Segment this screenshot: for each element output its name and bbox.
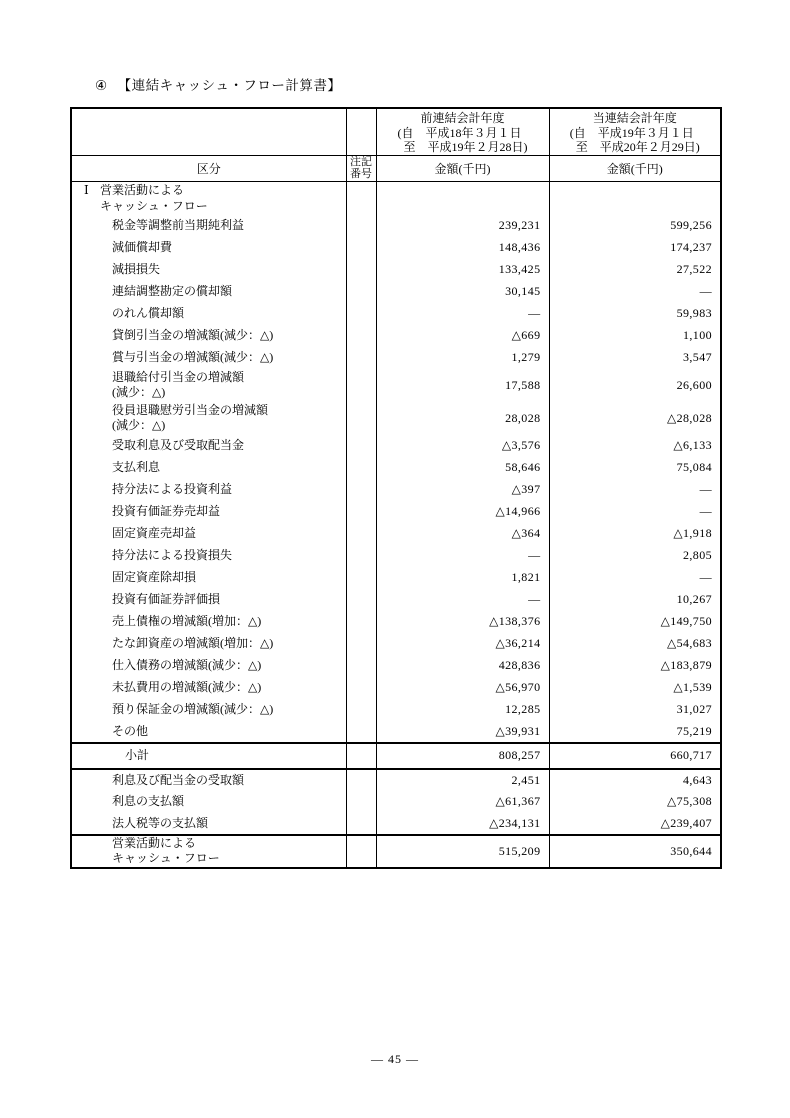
row-label [72,548,346,563]
row-prev-amount: 2,451 [376,769,549,791]
table-row [71,501,721,523]
row-label-line1: 営業活動による [112,836,197,851]
row-curr-amount: △1,918 [549,523,721,545]
row-curr-amount: 10,267 [549,589,721,611]
row-curr-amount: △54,683 [549,633,721,655]
row-label-line1: 預り保証金の増減額(減少：△) [112,702,274,717]
section-title-text: 【連結キャッシュ・フロー計算書】 [117,78,342,93]
row-label-line1: 役員退職慰労引当金の増減額 [112,403,269,418]
row-curr-amount: ― [549,479,721,501]
table-row [71,369,721,402]
row-prev-amount: 428,836 [376,655,549,677]
row-prev-amount: △56,970 [376,677,549,699]
prev-period-name: 前連結会計年度 [420,111,505,126]
row-label [72,183,346,214]
row-curr-amount: △183,879 [549,655,721,677]
row-label-cell [71,545,346,567]
prev-period-header [376,108,549,155]
row-curr-amount: 59,983 [549,303,721,325]
table-row [71,791,721,813]
row-curr-amount: 1,100 [549,325,721,347]
row-note-cell [346,259,376,281]
row-curr-amount: 26,600 [549,369,721,402]
table-row [71,699,721,721]
row-prev-amount: △36,214 [376,633,549,655]
row-label [72,570,346,585]
row-prev-amount [376,182,549,215]
row-label [72,724,346,739]
row-curr-amount: ― [549,501,721,523]
row-label [72,438,346,453]
page-title [95,74,341,94]
row-label-cell [71,501,346,523]
row-prev-amount: 239,231 [376,215,549,237]
row-label-line1: のれん償却額 [112,306,185,321]
row-note-cell [346,325,376,347]
note-header-line1: 注記 [350,155,372,168]
row-label-line1: 減価償却費 [112,240,173,255]
row-label-line1: 投資有価証券評価損 [112,592,221,607]
row-prev-amount: ― [376,589,549,611]
row-label-cell [71,611,346,633]
row-label-cell [71,567,346,589]
row-label-cell [71,589,346,611]
row-label [72,262,346,277]
table-row [71,567,721,589]
period-header-row [71,108,721,155]
row-label-cell [71,479,346,501]
cashflow-table [70,107,722,869]
row-label [72,240,346,255]
table-row [71,215,721,237]
row-label-line2: (減少：△) [112,418,166,433]
row-label [72,306,346,321]
row-prev-amount: △3,576 [376,435,549,457]
row-label-cell [71,677,346,699]
row-prev-amount: 1,279 [376,347,549,369]
row-label-line1: 投資有価証券売却益 [112,504,221,519]
row-note-cell [346,369,376,402]
row-label-line1: 減損損失 [112,262,161,277]
row-label-line1: 連結調整勘定の償却額 [112,284,233,299]
row-curr-amount: 3,547 [549,347,721,369]
row-prev-amount: △669 [376,325,549,347]
row-curr-amount: 75,084 [549,457,721,479]
row-label [72,328,346,343]
row-label-cell [71,182,346,215]
table-row [71,402,721,435]
row-note-cell [346,611,376,633]
row-label-line1: 持分法による投資損失 [112,548,233,563]
table-row [71,523,721,545]
row-label-line1: 賞与引当金の増減額(減少：△) [112,350,274,365]
row-section-num: Ⅰ [84,183,89,198]
section-number: ④ [95,78,108,93]
row-note-cell [346,835,376,868]
row-curr-amount: △28,028 [549,402,721,435]
row-label [72,702,346,717]
row-label-line1: その他 [112,723,149,738]
row-label-cell [71,655,346,677]
curr-period-header [549,108,721,155]
row-label [72,284,346,299]
row-label-cell [71,791,346,813]
row-prev-amount: 58,646 [376,457,549,479]
row-label-line1: 未払費用の増減額(減少：△) [112,680,262,695]
row-curr-amount: 2,805 [549,545,721,567]
row-prev-amount: 148,436 [376,237,549,259]
row-prev-amount: △14,966 [376,501,549,523]
row-prev-amount: ― [376,303,549,325]
table-row [71,589,721,611]
row-note-cell [346,699,376,721]
row-prev-amount: 515,209 [376,835,549,868]
row-prev-amount: ― [376,545,549,567]
row-prev-amount: △234,131 [376,813,549,835]
table-row [71,743,721,769]
row-label [72,614,346,629]
row-label-line1: 利息及び配当金の受取額 [112,772,245,787]
row-label [72,636,346,651]
row-prev-amount: △397 [376,479,549,501]
row-label-line1: 仕入債務の増減額(減少：△) [112,658,262,673]
row-label-line1: たな卸資産の増減額(増加：△) [112,636,274,651]
row-note-cell [346,347,376,369]
row-label-cell [71,237,346,259]
note-number-header [346,155,376,182]
row-curr-amount: 599,256 [549,215,721,237]
row-note-cell [346,457,376,479]
row-note-cell [346,281,376,303]
row-prev-amount: 30,145 [376,281,549,303]
table-row [71,347,721,369]
table-row [71,769,721,791]
row-curr-amount: △149,750 [549,611,721,633]
row-prev-amount: △61,367 [376,791,549,813]
row-label-line1: 支払利息 [112,460,161,475]
curr-amount-unit-header: 金額(千円) [549,155,721,182]
row-prev-amount: 28,028 [376,402,549,435]
row-prev-amount: △39,931 [376,721,549,743]
row-note-cell [346,479,376,501]
row-curr-amount [549,182,721,215]
row-label-cell [71,835,346,868]
row-label-cell [71,523,346,545]
row-label-line1: 退職給付引当金の増減額 [112,370,245,385]
table-row [71,182,721,215]
table-row [71,259,721,281]
column-header-row [71,155,721,182]
row-prev-amount: 808,257 [376,743,549,769]
row-label-line1: 小計 [125,748,150,763]
row-prev-amount: △138,376 [376,611,549,633]
row-note-cell [346,402,376,435]
table-row [71,721,721,743]
table-row [71,479,721,501]
row-note-cell [346,791,376,813]
row-label-line1: 持分法による投資利益 [112,482,233,497]
row-label [72,504,346,519]
row-curr-amount: 27,522 [549,259,721,281]
row-label-cell [71,435,346,457]
row-label-line1: 売上債権の増減額(増加：△) [112,614,262,629]
row-curr-amount: △75,308 [549,791,721,813]
row-label-line1: 固定資産売却益 [112,526,197,541]
row-label [72,836,346,867]
table-row [71,835,721,868]
table-row [71,813,721,835]
prev-period-to: 至 平成19年２月28日) [403,139,528,154]
row-prev-amount: 1,821 [376,567,549,589]
row-note-cell [346,655,376,677]
row-curr-amount: 75,219 [549,721,721,743]
cashflow-table-body [71,182,721,868]
row-prev-amount: 12,285 [376,699,549,721]
row-label-cell [71,769,346,791]
row-note-cell [346,435,376,457]
row-label-cell [71,721,346,743]
row-note-cell [346,589,376,611]
row-prev-amount: 133,425 [376,259,549,281]
row-label [72,482,346,497]
row-label-cell [71,281,346,303]
row-label-cell [71,369,346,402]
row-label [72,403,346,434]
row-label-cell [71,699,346,721]
row-label [72,794,346,809]
row-curr-amount: △6,133 [549,435,721,457]
row-curr-amount: △239,407 [549,813,721,835]
row-label-line1: 固定資産除却損 [112,570,197,585]
prev-period-from: (自 平成18年３月１日 [397,125,522,140]
row-label-cell [71,402,346,435]
row-curr-amount: 350,644 [549,835,721,868]
row-note-cell [346,633,376,655]
row-label-cell [71,743,346,769]
row-label [72,370,346,401]
row-label [72,460,346,475]
row-label [72,526,346,541]
table-row [71,633,721,655]
row-note-cell [346,501,376,523]
row-label [72,658,346,673]
row-curr-amount: ― [549,567,721,589]
kubun-header: 区分 [71,155,346,182]
row-label [72,350,346,365]
row-label [72,816,346,831]
row-note-cell [346,303,376,325]
row-label-line1: 利息の支払額 [112,794,185,809]
row-label-line1: 営業活動による [100,183,185,198]
table-row [71,435,721,457]
table-row [71,325,721,347]
row-label-line2: キャッシュ・フロー [112,851,220,866]
row-note-cell [346,237,376,259]
row-note-cell [346,215,376,237]
row-note-cell [346,523,376,545]
row-label-cell [71,347,346,369]
row-label-line2: (減少：△) [112,385,166,400]
row-label-cell [71,633,346,655]
row-label [72,218,346,233]
table-row [71,281,721,303]
table-row [71,677,721,699]
prev-amount-unit-header: 金額(千円) [376,155,549,182]
row-label-line1: 受取利息及び受取配当金 [112,438,245,453]
row-label [72,773,346,788]
row-curr-amount: ― [549,281,721,303]
table-row [71,611,721,633]
table-row [71,545,721,567]
row-label-line1: 税金等調整前当期純利益 [112,218,245,233]
row-prev-amount: △364 [376,523,549,545]
row-curr-amount: △1,539 [549,677,721,699]
row-prev-amount: 17,588 [376,369,549,402]
row-label [72,748,346,763]
row-note-cell [346,769,376,791]
table-row [71,655,721,677]
row-note-cell [346,567,376,589]
row-label-cell [71,303,346,325]
table-row [71,457,721,479]
row-curr-amount: 660,717 [549,743,721,769]
row-curr-amount: 174,237 [549,237,721,259]
table-row [71,237,721,259]
empty-header-cell-note [346,108,376,155]
empty-header-cell-kubun [71,108,346,155]
row-note-cell [346,743,376,769]
row-note-cell [346,182,376,215]
row-note-cell [346,677,376,699]
row-label [72,592,346,607]
row-label-cell [71,215,346,237]
row-label-line1: 法人税等の支払額 [112,815,209,830]
row-label-cell [71,813,346,835]
row-label-line2: キャッシュ・フロー [100,198,208,213]
row-label-cell [71,457,346,479]
row-label [72,680,346,695]
row-note-cell [346,545,376,567]
row-label-line1: 貸倒引当金の増減額(減少：△) [112,328,274,343]
curr-period-name: 当連結会計年度 [592,111,677,126]
curr-period-from: (自 平成19年３月１日 [569,125,694,140]
row-note-cell [346,721,376,743]
note-header-line2: 番号 [350,168,372,181]
row-curr-amount: 4,643 [549,769,721,791]
row-label-cell [71,259,346,281]
row-label-cell [71,325,346,347]
row-curr-amount: 31,027 [549,699,721,721]
page-number: ― 45 ― [371,1052,419,1066]
table-row [71,303,721,325]
curr-period-to: 至 平成20年２月29日) [575,139,700,154]
row-note-cell [346,813,376,835]
